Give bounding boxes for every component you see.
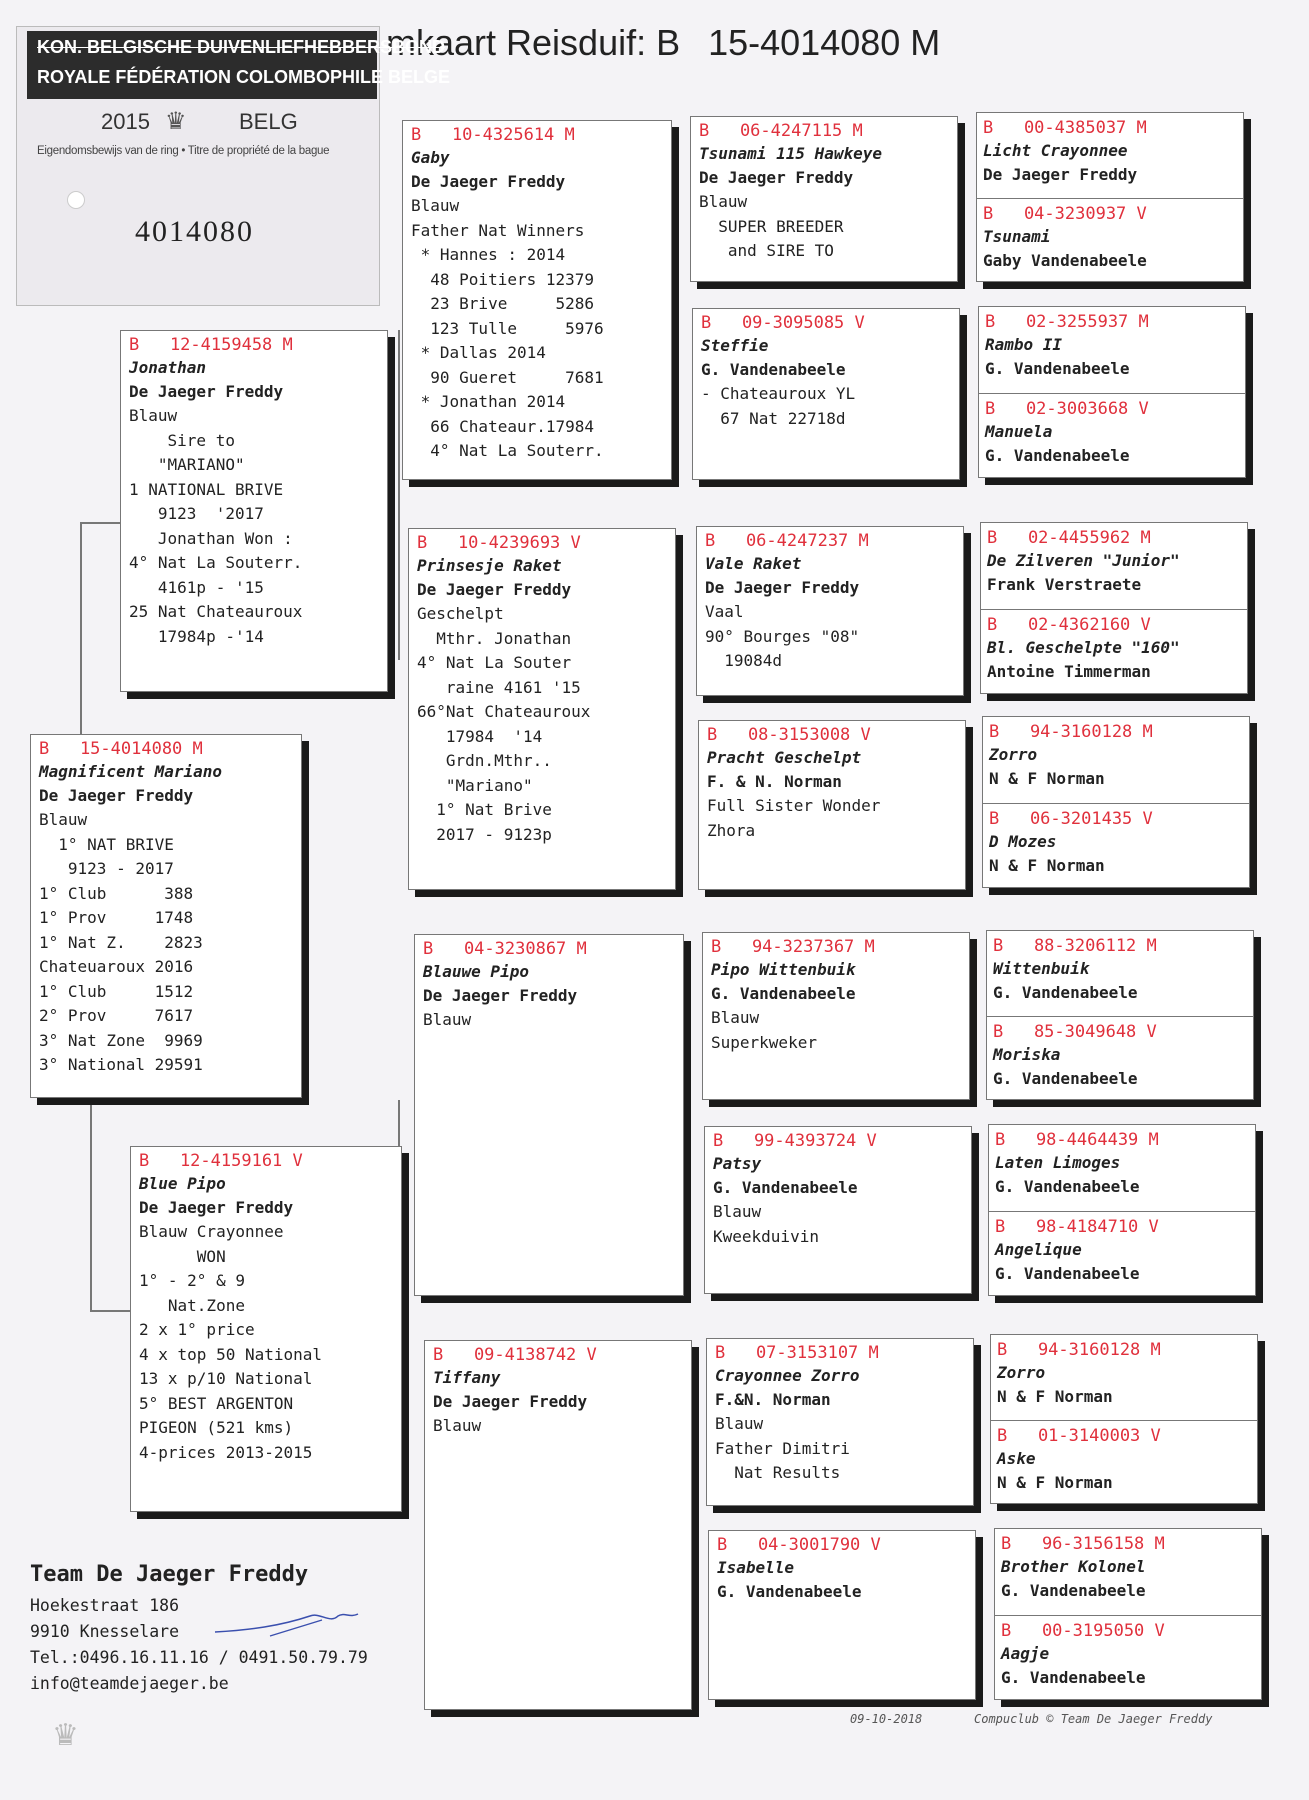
bird-name: Blauwe Pipo bbox=[423, 962, 529, 981]
pedigree-gen5-pair-7 bbox=[990, 1334, 1258, 1504]
bird-name: Angelique bbox=[995, 1240, 1082, 1259]
bird-name: Wittenbuik bbox=[993, 959, 1090, 978]
ring-number: B 94-3237367 M bbox=[711, 937, 875, 957]
note-line: Blauw bbox=[129, 406, 178, 425]
bird-name: Magnificent Mariano bbox=[39, 762, 223, 781]
note-line: PIGEON (521 kms) bbox=[139, 1418, 294, 1437]
bird-name: Isabelle bbox=[717, 1558, 795, 1577]
note-line: Blauw bbox=[715, 1414, 764, 1433]
gen5-sire bbox=[991, 1335, 1257, 1420]
note-line: 4161p - '15 bbox=[129, 577, 264, 597]
ring-number: B 01-3140003 V bbox=[997, 1426, 1161, 1446]
breeder-name: Gaby Vandenabeele bbox=[983, 251, 1147, 270]
ring-number: B 12-4159458 M bbox=[129, 335, 293, 355]
pedigree-gen4-sss bbox=[690, 116, 958, 282]
pedigree-gen4-dss bbox=[702, 932, 970, 1100]
note-line: 1° Club 1512 bbox=[39, 981, 194, 1001]
note-line: Grdn.Mthr.. bbox=[417, 751, 552, 770]
pedigree-gen5-pair-6 bbox=[988, 1124, 1256, 1296]
ring-number: B 09-3095085 V bbox=[701, 313, 865, 333]
note-line: "MARIANO" bbox=[129, 455, 245, 474]
note-line: - Chateauroux YL bbox=[701, 384, 856, 403]
breeder-name: De Jaeger Freddy bbox=[411, 172, 566, 191]
ring-number: B 04-3001790 V bbox=[717, 1535, 881, 1555]
ring-number: B 00-3195050 V bbox=[1001, 1621, 1165, 1641]
note-line: 2 x 1° price bbox=[139, 1320, 255, 1339]
breeder-name: De Jaeger Freddy bbox=[433, 1392, 588, 1411]
federation-name-nl: KON. BELGISCHE DUIVENLIEFHEBBERSBOND bbox=[37, 37, 446, 57]
gen5-dam bbox=[991, 1420, 1257, 1505]
ring-number: B 98-4184710 V bbox=[995, 1217, 1159, 1237]
bird-name: Tiffany bbox=[433, 1368, 501, 1387]
certificate-ring-number: 4014080 bbox=[135, 215, 254, 248]
note-line: 90° Bourges "08" bbox=[705, 626, 860, 646]
bird-name: Rambo II bbox=[985, 335, 1063, 354]
breeder-name: G. Vandenabeele bbox=[995, 1177, 1140, 1196]
pedigree-dam-dam bbox=[424, 1340, 692, 1710]
note-line: 4° Nat La Souterr. bbox=[129, 553, 303, 572]
note-line: 23 Brive 5286 bbox=[411, 294, 595, 313]
crown-icon: ♛ bbox=[165, 107, 187, 135]
bird-name: Pracht Geschelpt bbox=[707, 748, 862, 767]
page-title bbox=[386, 22, 940, 64]
pedigree-gen4-sdd bbox=[698, 720, 966, 890]
connector-line bbox=[80, 522, 122, 524]
ring-number: B 08-3153008 V bbox=[707, 725, 871, 745]
ring-number: B 15-4014080 M bbox=[39, 739, 203, 759]
pedigree-gen4-ssd bbox=[692, 308, 960, 480]
note-line: 17984p -'14 bbox=[129, 626, 264, 646]
pedigree-gen5-pair-8 bbox=[994, 1528, 1262, 1700]
federation-banner bbox=[27, 31, 451, 99]
note-line: 3° National 29591 bbox=[39, 1055, 203, 1074]
breeder-name: G. Vandenabeele bbox=[985, 359, 1130, 378]
note-line: 1 NATIONAL BRIVE bbox=[129, 479, 284, 499]
pedigree-gen4-dds bbox=[706, 1338, 974, 1506]
breeder-name: G. Vandenabeele bbox=[711, 984, 856, 1003]
bird-name: Zorro bbox=[997, 1363, 1046, 1382]
note-line: 90 Gueret 7681 bbox=[411, 367, 604, 387]
software-credit: Compuclub © Team De Jaeger Freddy bbox=[974, 1712, 1213, 1726]
gen5-dam bbox=[983, 803, 1249, 889]
bird-name: Patsy bbox=[713, 1154, 762, 1173]
gen5-sire bbox=[995, 1529, 1261, 1615]
ring-number: B 04-3230867 M bbox=[423, 939, 587, 959]
note-line: 1° Nat Z. 2823 bbox=[39, 932, 203, 952]
bird-name: Manuela bbox=[985, 422, 1053, 441]
note-line: Blauw bbox=[699, 192, 748, 211]
ring-number: B 02-4455962 M bbox=[987, 528, 1151, 548]
note-line: 5° BEST ARGENTON bbox=[139, 1393, 294, 1413]
gen5-sire bbox=[979, 307, 1245, 393]
note-line: 17984 '14 bbox=[417, 726, 543, 746]
breeder-name: G. Vandenabeele bbox=[985, 446, 1130, 465]
breeder-name: G. Vandenabeele bbox=[995, 1264, 1140, 1283]
bird-name: Vale Raket bbox=[705, 554, 802, 573]
note-line: Blauw bbox=[423, 1010, 472, 1029]
bird-name: Pipo Wittenbuik bbox=[711, 960, 856, 979]
breeder-name: De Jaeger Freddy bbox=[39, 786, 194, 805]
email-address: info@teamdejaeger.be bbox=[30, 1674, 229, 1693]
ring-number: B 94-3160128 M bbox=[997, 1340, 1161, 1360]
note-line: 1° NAT BRIVE bbox=[39, 834, 174, 854]
gen5-dam bbox=[995, 1615, 1261, 1701]
ring-number: B 04-3230937 V bbox=[983, 204, 1147, 224]
breeder-name: N & F Norman bbox=[989, 856, 1105, 875]
certificate-country: BELG bbox=[239, 109, 298, 134]
note-line: 66 Chateaur.17984 bbox=[411, 416, 595, 436]
gen5-dam bbox=[979, 393, 1245, 479]
ring-number: B 10-4239693 V bbox=[417, 533, 581, 553]
address-street: Hoekestraat 186 bbox=[30, 1596, 180, 1615]
team-name: Team De Jaeger Freddy bbox=[30, 1562, 309, 1587]
note-line: 4 x top 50 National bbox=[139, 1344, 323, 1364]
pedigree-subject bbox=[30, 734, 302, 1098]
note-line: Blauw bbox=[713, 1202, 762, 1221]
note-line: Sire to bbox=[129, 430, 235, 450]
bird-name: Bl. Geschelpte "160" bbox=[987, 638, 1180, 657]
signature-icon bbox=[210, 1602, 380, 1642]
breeder-name: G. Vandenabeele bbox=[1001, 1581, 1146, 1600]
breeder-name: F. & N. Norman bbox=[707, 772, 842, 791]
gen5-sire bbox=[987, 931, 1253, 1016]
ring-number: B 06-4247237 M bbox=[705, 531, 869, 551]
ring-number: B 09-4138742 V bbox=[433, 1345, 597, 1365]
ring-number: B 06-3201435 V bbox=[989, 809, 1153, 829]
note-line: Geschelpt bbox=[417, 604, 504, 623]
note-line: Father Nat Winners bbox=[411, 220, 585, 240]
title-ring: 15-4014080 M bbox=[708, 22, 941, 63]
bird-name: Prinsesje Raket bbox=[417, 556, 562, 575]
note-line: Blauw bbox=[711, 1008, 760, 1027]
pedigree-sire-dam bbox=[408, 528, 676, 890]
note-line: 123 Tulle 5976 bbox=[411, 318, 604, 338]
pedigree-gen4-dsd bbox=[704, 1126, 972, 1294]
note-line: 25 Nat Chateauroux bbox=[129, 602, 303, 621]
bird-name: Crayonnee Zorro bbox=[715, 1366, 860, 1385]
pedigree-gen5-pair-2 bbox=[978, 306, 1246, 478]
note-line: Blauw bbox=[411, 196, 460, 215]
note-line: Kweekduivin bbox=[713, 1226, 819, 1246]
bird-name: De Zilveren "Junior" bbox=[987, 551, 1180, 570]
breeder-name: G. Vandenabeele bbox=[993, 1069, 1138, 1088]
bird-name: Blue Pipo bbox=[139, 1174, 226, 1193]
ring-number: B 06-4247115 M bbox=[699, 121, 863, 141]
ring-number: B 94-3160128 M bbox=[989, 722, 1153, 742]
ring-number: B 02-3255937 M bbox=[985, 312, 1149, 332]
ring-number: B 99-4393724 V bbox=[713, 1131, 877, 1151]
ring-number: B 88-3206112 M bbox=[993, 936, 1157, 956]
note-line: Blauw bbox=[39, 810, 88, 829]
certificate-ownership: Eigendomsbewijs van de ring • Titre de propriété de la bague bbox=[37, 145, 330, 157]
crown-logo-icon: ♛ bbox=[52, 1718, 79, 1753]
note-line: * Jonathan 2014 bbox=[411, 392, 566, 411]
gen5-dam bbox=[977, 198, 1243, 283]
note-line: 9123 '2017 bbox=[129, 504, 264, 523]
ring-number: B 02-4362160 V bbox=[987, 615, 1151, 635]
bird-name: Tsunami 115 Hawkeye bbox=[699, 144, 883, 163]
ring-number: B 85-3049648 V bbox=[993, 1022, 1157, 1042]
note-line: 1° Club 388 bbox=[39, 883, 194, 903]
note-line: Blauw bbox=[433, 1416, 482, 1435]
bird-name: Laten Limoges bbox=[995, 1153, 1121, 1172]
print-date: 09-10-2018 bbox=[850, 1712, 923, 1726]
gen5-dam bbox=[981, 609, 1247, 695]
pedigree-gen4-sds bbox=[696, 526, 964, 696]
breeder-name: De Jaeger Freddy bbox=[983, 165, 1138, 184]
gen5-sire bbox=[989, 1125, 1255, 1211]
note-line: 1° - 2° & 9 bbox=[139, 1271, 245, 1290]
pedigree-gen5-pair-5 bbox=[986, 930, 1254, 1100]
ring-number: B 10-4325614 M bbox=[411, 125, 575, 145]
bird-name: Jonathan bbox=[129, 358, 207, 377]
breeder-name: De Jaeger Freddy bbox=[423, 986, 578, 1005]
bird-name: Aagje bbox=[1001, 1644, 1050, 1663]
note-line: Vaal bbox=[705, 602, 744, 621]
breeder-name: De Jaeger Freddy bbox=[699, 168, 854, 187]
pedigree-dam-sire bbox=[414, 934, 684, 1296]
bird-name: Aske bbox=[997, 1449, 1036, 1468]
note-line: * Hannes : 2014 bbox=[411, 245, 566, 264]
breeder-name: N & F Norman bbox=[997, 1473, 1113, 1492]
note-line: Blauw Crayonnee bbox=[139, 1222, 284, 1241]
breeder-name: F.&N. Norman bbox=[715, 1390, 831, 1409]
note-line: 13 x p/10 National bbox=[139, 1369, 313, 1388]
gen5-dam bbox=[989, 1211, 1255, 1297]
ring-number: B 07-3153107 M bbox=[715, 1343, 879, 1363]
note-line: SUPER BREEDER bbox=[699, 216, 844, 236]
ring-number: B 00-4385037 M bbox=[983, 118, 1147, 138]
bird-name: Gaby bbox=[411, 148, 450, 167]
note-line: Full Sister Wonder bbox=[707, 796, 881, 815]
breeder-name: Antoine Timmerman bbox=[987, 662, 1151, 681]
note-line: Zhora bbox=[707, 820, 756, 840]
note-line: Nat Results bbox=[715, 1463, 841, 1482]
punch-hole bbox=[67, 191, 85, 209]
connector-line bbox=[80, 522, 82, 736]
breeder-name: De Jaeger Freddy bbox=[417, 580, 572, 599]
note-line: Chateuaroux 2016 bbox=[39, 957, 194, 976]
note-line: Father Dimitri bbox=[715, 1438, 850, 1458]
breeder-name: G. Vandenabeele bbox=[993, 983, 1138, 1002]
ring-number: B 98-4464439 M bbox=[995, 1130, 1159, 1150]
pedigree-sire-sire bbox=[402, 120, 672, 480]
address-city: 9910 Knesselare bbox=[30, 1622, 180, 1641]
note-line: 4-prices 2013-2015 bbox=[139, 1442, 313, 1462]
note-line: 4° Nat La Souterr. bbox=[411, 441, 604, 460]
note-line: 67 Nat 22718d bbox=[701, 408, 846, 428]
bird-name: Tsunami bbox=[983, 227, 1051, 246]
note-line: WON bbox=[139, 1246, 226, 1266]
note-line: 48 Poitiers 12379 bbox=[411, 269, 595, 289]
bird-name: Licht Crayonnee bbox=[983, 141, 1128, 160]
pedigree-gen4-ddd bbox=[708, 1530, 976, 1700]
note-line: 1° Prov 1748 bbox=[39, 908, 194, 927]
note-line: 2017 - 9123p bbox=[417, 824, 552, 844]
note-line: * Dallas 2014 bbox=[411, 343, 546, 362]
connector-line bbox=[90, 1310, 130, 1312]
bird-name: Brother Kolonel bbox=[1001, 1557, 1146, 1576]
connector-line bbox=[672, 150, 674, 350]
note-line: 9123 - 2017 bbox=[39, 859, 174, 878]
pedigree-gen5-pair-4 bbox=[982, 716, 1250, 888]
breeder-name: De Jaeger Freddy bbox=[139, 1198, 294, 1217]
breeder-name: G. Vandenabeele bbox=[717, 1582, 862, 1601]
note-line: Jonathan Won : bbox=[129, 528, 293, 548]
note-line: 2° Prov 7617 bbox=[39, 1006, 194, 1025]
breeder-name: Frank Verstraete bbox=[987, 575, 1142, 594]
note-line: 66°Nat Chateauroux bbox=[417, 702, 591, 721]
pedigree-sire bbox=[120, 330, 388, 692]
connector-line bbox=[90, 1100, 92, 1310]
gen5-sire bbox=[981, 523, 1247, 609]
bird-name: Zorro bbox=[989, 745, 1038, 764]
title-prefix: mkaart Reisduif: B bbox=[386, 22, 681, 63]
ring-number: B 96-3156158 M bbox=[1001, 1534, 1165, 1554]
note-line: Mthr. Jonathan bbox=[417, 628, 572, 648]
bird-name: Moriska bbox=[993, 1045, 1061, 1064]
breeder-name: G. Vandenabeele bbox=[1001, 1668, 1146, 1687]
note-line: Nat.Zone bbox=[139, 1295, 245, 1315]
note-line: Superkweker bbox=[711, 1032, 817, 1052]
note-line: raine 4161 '15 bbox=[417, 677, 581, 697]
pedigree-dam bbox=[130, 1146, 402, 1512]
breeder-name: G. Vandenabeele bbox=[701, 360, 846, 379]
connector-line bbox=[398, 330, 400, 660]
breeder-name: De Jaeger Freddy bbox=[129, 382, 284, 401]
ring-number: B 12-4159161 V bbox=[139, 1151, 303, 1171]
note-line: 4° Nat La Souter bbox=[417, 653, 572, 672]
gen5-dam bbox=[987, 1016, 1253, 1101]
breeder-name: N & F Norman bbox=[997, 1387, 1113, 1406]
note-line: 19084d bbox=[705, 651, 783, 670]
note-line: 3° Nat Zone 9969 bbox=[39, 1030, 203, 1050]
breeder-name: G. Vandenabeele bbox=[713, 1178, 858, 1197]
note-line: and SIRE TO bbox=[699, 241, 834, 260]
phone-numbers: Tel.:0496.16.11.16 / 0491.50.79.79 bbox=[30, 1648, 368, 1667]
gen5-sire bbox=[983, 717, 1249, 803]
certificate-year: 2015 bbox=[101, 109, 150, 134]
bird-name: Steffie bbox=[701, 336, 769, 355]
pedigree-gen5-pair-1 bbox=[976, 112, 1244, 282]
note-line: "Mariano" bbox=[417, 775, 533, 795]
pedigree-gen5-pair-3 bbox=[980, 522, 1248, 694]
gen5-sire bbox=[977, 113, 1243, 198]
federation-name-fr: ROYALE FÉDÉRATION COLOMBOPHILE BELGE bbox=[37, 67, 451, 87]
note-line: 1° Nat Brive bbox=[417, 800, 552, 819]
breeder-name: N & F Norman bbox=[989, 769, 1105, 788]
bird-name: D Mozes bbox=[989, 832, 1057, 851]
breeder-name: De Jaeger Freddy bbox=[705, 578, 860, 597]
ring-number: B 02-3003668 V bbox=[985, 399, 1149, 419]
